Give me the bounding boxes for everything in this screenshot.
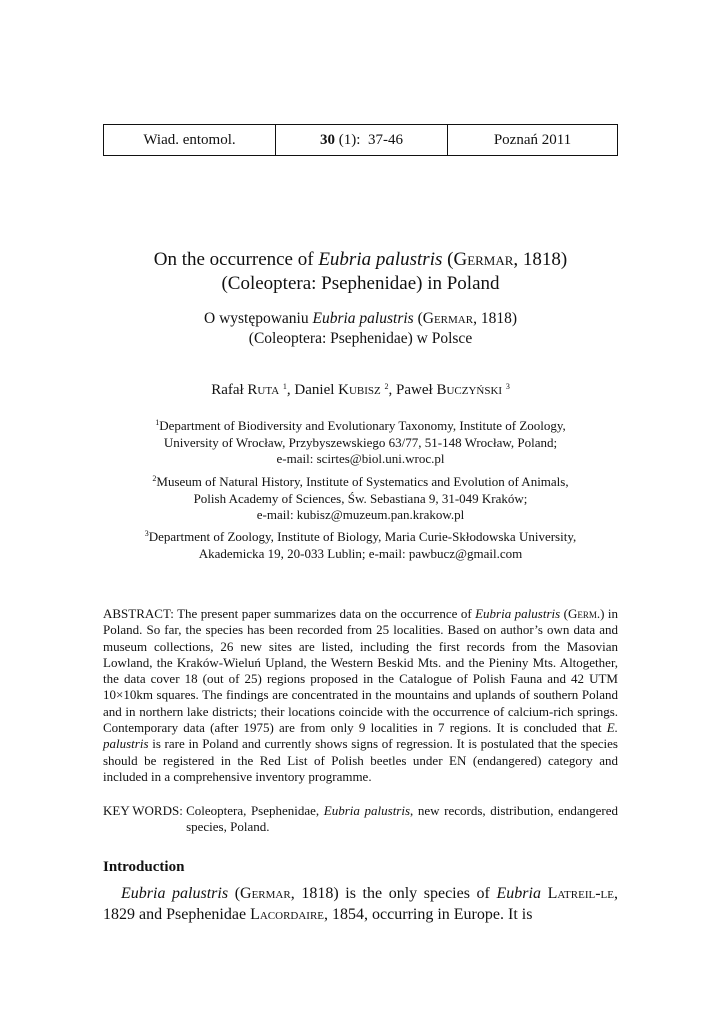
abstract: ABSTRACT: The present paper summarizes data on the occurrence of Eubria palustris (Germ.) in Poland. So far, the species has been recorded from 25 localities. Based on author’s own data and museum collections, 26 new sites are listed, including the first records from the Masovian Lowland, the Kraków-Wieluń Upland, the Western Beskid Mts. and the Pieniny Mts. Altogether, the data cover 18 (out of 25) regions proposed in the Catalogue of Polish Fauna and 42 UTM 10×10km squares. The findings are concentrated in the mountains and uplands of southern Poland and in northern lake districts; their locations coincide with the occurrence of calcium-rich springs. Contemporary data (after 1975) are from only 9 localities in 7 regions. It is concluded that E. palustris is rare in Poland and currently shows signs of regression. It is postulated that the species should be registered in the Red List of Polish beetles under EN (endangered) category and included in a comprehensive inventory programme. (103, 606, 618, 784)
polish-title-line-2: (Coleoptera: Psephenidae) w Polsce (248, 330, 473, 347)
journal-name: Wiad. entomol. (104, 125, 276, 155)
section-heading-introduction: Introduction (103, 859, 185, 875)
keywords-label: KEY WORDS: (103, 803, 187, 818)
issue-pages: (1): 37-46 (335, 131, 403, 148)
paper-title (0, 248, 721, 296)
affiliation-3: $^3$Department of Zoology, Institute of Biology, Maria Curie-Skłodowska University, Akademicka 19, 20-033 Lublin; e-mail: pawbucz@gmail.com (144, 529, 577, 561)
author: Paweł Buczyński $^3$ (396, 382, 510, 398)
title-line-1: On the occurrence of Eubria palustris (Germar, 1818) (153, 249, 568, 270)
journal-header-box (103, 124, 618, 156)
author: Daniel Kubisz $^2$, (294, 382, 397, 398)
affiliation-2: $^2$Museum of Natural History, Institute of Systematics and Evolution of Animals, Polish Academy of Sciences, Św. Sebastiana 9, 31-049 Kraków; e-mail: kubisz@muzeum.pan.krakow.pl (152, 474, 569, 522)
keywords-text: Coleoptera, Psephenidae, Eubria palustris, new records, distribution, endangered species, Poland. (186, 803, 618, 835)
title-line-2: (Coleoptera: Psephenidae) in Poland (221, 273, 500, 294)
introduction-paragraph: Eubria palustris (Germar, 1818) is the only species of Eubria Latreil-le, 1829 and Psephenidae Lacordaire, 1854, occurring in Europe. It is (103, 885, 618, 923)
volume-pages (276, 125, 448, 155)
keywords (103, 803, 618, 836)
polish-title (0, 309, 721, 349)
polish-title-line-1: O występowaniu Eubria palustris (Germar, 1818) (204, 310, 517, 327)
volume-number: 30 (320, 131, 336, 148)
author-list (0, 382, 721, 399)
place-year: Poznań 2011 (493, 131, 572, 148)
affiliation-1: $^1$Department of Biodiversity and Evolutionary Taxonomy, Institute of Zoology, University of Wrocław, Przybyszewskiego 63/77, 51-148 Wrocław, Poland; e-mail: scirtes@biol.uni.wroc.pl (155, 418, 566, 466)
author: Rafał Ruta $^1$, (211, 382, 295, 398)
abstract-label: ABSTRACT: (103, 606, 178, 621)
